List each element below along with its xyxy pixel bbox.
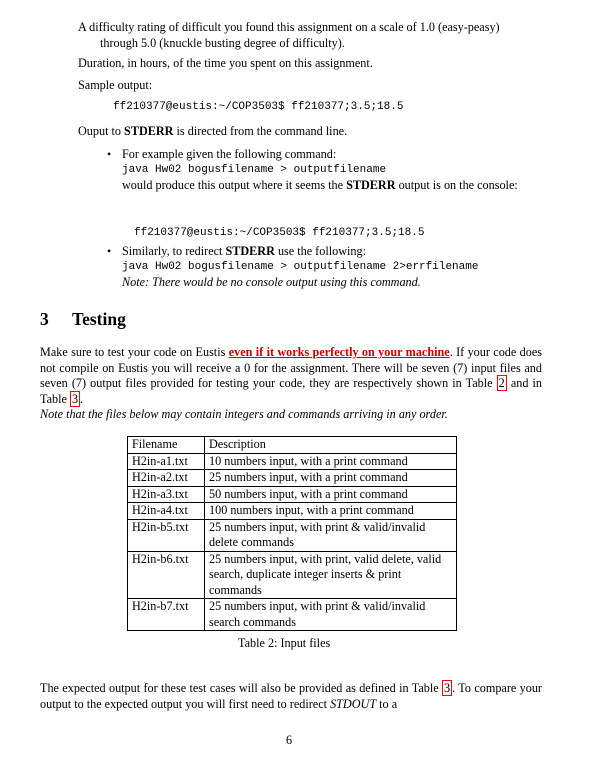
table-row <box>128 453 457 470</box>
expected-text-1: The expected output for these test cases will also be provided as defined in Table <box>40 681 442 695</box>
bullet-list <box>107 147 547 194</box>
row-description: 100 numbers input, with a print command <box>205 503 457 520</box>
bullet2-command: java Hw02 bogusfilename > outputfilename 2>errfilename <box>122 260 479 273</box>
stderr-line-bold: STDERR <box>124 124 174 138</box>
testing-paragraph <box>40 345 542 423</box>
sample-output-command: ff210377@eustis:~/COP3503$ ff210377;3.5;18.5 <box>113 101 404 113</box>
bullet2-intro <box>122 244 547 260</box>
expected-output-paragraph <box>40 681 542 712</box>
row-description: 25 numbers input, with print & valid/invalid delete commands <box>205 519 457 551</box>
row-filename: H2in-a1.txt <box>128 453 205 470</box>
table-2-ref-link[interactable]: 2 <box>498 376 505 390</box>
stdout-term: STDOUT <box>330 696 377 711</box>
testing-note: Note that the files below may contain integers and commands arriving in any order. <box>40 407 448 421</box>
difficulty-item <box>78 20 548 51</box>
bullet2-intro-post: use the following: <box>274 244 366 258</box>
table-3-ref-link[interactable]: 3 <box>71 391 79 406</box>
table-header-row <box>128 437 457 454</box>
eustis-warning-link[interactable]: even if it works perfectly on your machine <box>228 345 450 359</box>
stderr-line <box>78 124 347 140</box>
bullet2-intro-pre: Similarly, to redirect <box>122 244 226 258</box>
table-row <box>128 503 457 520</box>
table-3-ref-link[interactable]: 3 <box>444 681 451 695</box>
expected-text-2: . To compare your output to the expected output you will first need to redirect <box>40 681 542 711</box>
row-filename: H2in-a2.txt <box>128 470 205 487</box>
row-description: 25 numbers input, with print & valid/invalid search commands <box>205 599 457 631</box>
bullet1-text-post: output is on the console: <box>395 178 518 192</box>
header-description: Description <box>205 437 457 454</box>
table-row <box>128 599 457 631</box>
row-filename: H2in-b5.txt <box>128 519 205 551</box>
row-filename: H2in-a3.txt <box>128 486 205 503</box>
bullet-item-2 <box>107 244 547 291</box>
section-title: Testing <box>72 309 126 329</box>
bullet1-text <box>122 178 547 194</box>
console-output: ff210377@eustis:~/COP3503$ ff210377;3.5;18.5 <box>134 227 425 239</box>
section-heading <box>40 309 126 329</box>
bullet-dot-icon: • <box>107 244 112 258</box>
testing-text-3: and in Table <box>40 376 542 406</box>
row-filename: H2in-b6.txt <box>128 551 205 599</box>
row-description: 25 numbers input, with print, valid delete, valid search, duplicate integer inserts & print commands <box>205 551 457 599</box>
bullet1-text-pre: would produce this output where it seems the <box>122 178 347 192</box>
bullet-dot-icon: • <box>107 147 112 161</box>
page-number: 6 <box>286 733 293 747</box>
bullet1-text-bold: STDERR <box>346 178 396 192</box>
sample-output-label: Sample output: <box>78 78 153 92</box>
header-filename: Filename <box>128 437 205 454</box>
bullet1-command: java Hw02 bogusfilename > outputfilename <box>122 163 387 176</box>
bullet1-intro: For example given the following command: <box>122 147 337 161</box>
table-row <box>128 470 457 487</box>
testing-text-4: . <box>80 391 84 406</box>
table-row <box>128 551 457 599</box>
table-row <box>128 486 457 503</box>
difficulty-line-1: A difficulty rating of difficult you found this assignment on a scale of 1.0 (easy-peasy) <box>78 20 500 34</box>
bullet2-intro-bold: STDERR <box>225 244 275 258</box>
table-caption: Table 2: Input files <box>238 636 331 650</box>
stderr-line-pre: Ouput to <box>78 124 125 138</box>
bullet-item-1 <box>107 147 547 194</box>
bullet2-note: Note: There would be no console output using this command. <box>122 275 421 289</box>
difficulty-line-2: through 5.0 (knuckle busting degree of difficulty). <box>100 35 345 50</box>
row-description: 25 numbers input, with a print command <box>205 470 457 487</box>
row-description: 10 numbers input, with a print command <box>205 453 457 470</box>
testing-text-1: Make sure to test your code on Eustis <box>40 345 229 359</box>
section-number: 3 <box>40 309 49 329</box>
testing-text-2: . If your code does not compile on Eustis you will receive a 0 for the assignment. There will be seven (7) input files and seven (7) output files provided for testing your code, they are respectively shown in Table <box>40 345 543 390</box>
row-filename: H2in-b7.txt <box>128 599 205 631</box>
expected-text-3: to a <box>376 696 398 711</box>
stderr-line-post: is directed from the command line. <box>173 124 348 138</box>
row-description: 50 numbers input, with a print command <box>205 486 457 503</box>
table-row <box>128 519 457 551</box>
duration-item: Duration, in hours, of the time you spent on this assignment. <box>78 56 373 70</box>
row-filename: H2in-a4.txt <box>128 503 205 520</box>
input-files-table <box>127 436 457 631</box>
